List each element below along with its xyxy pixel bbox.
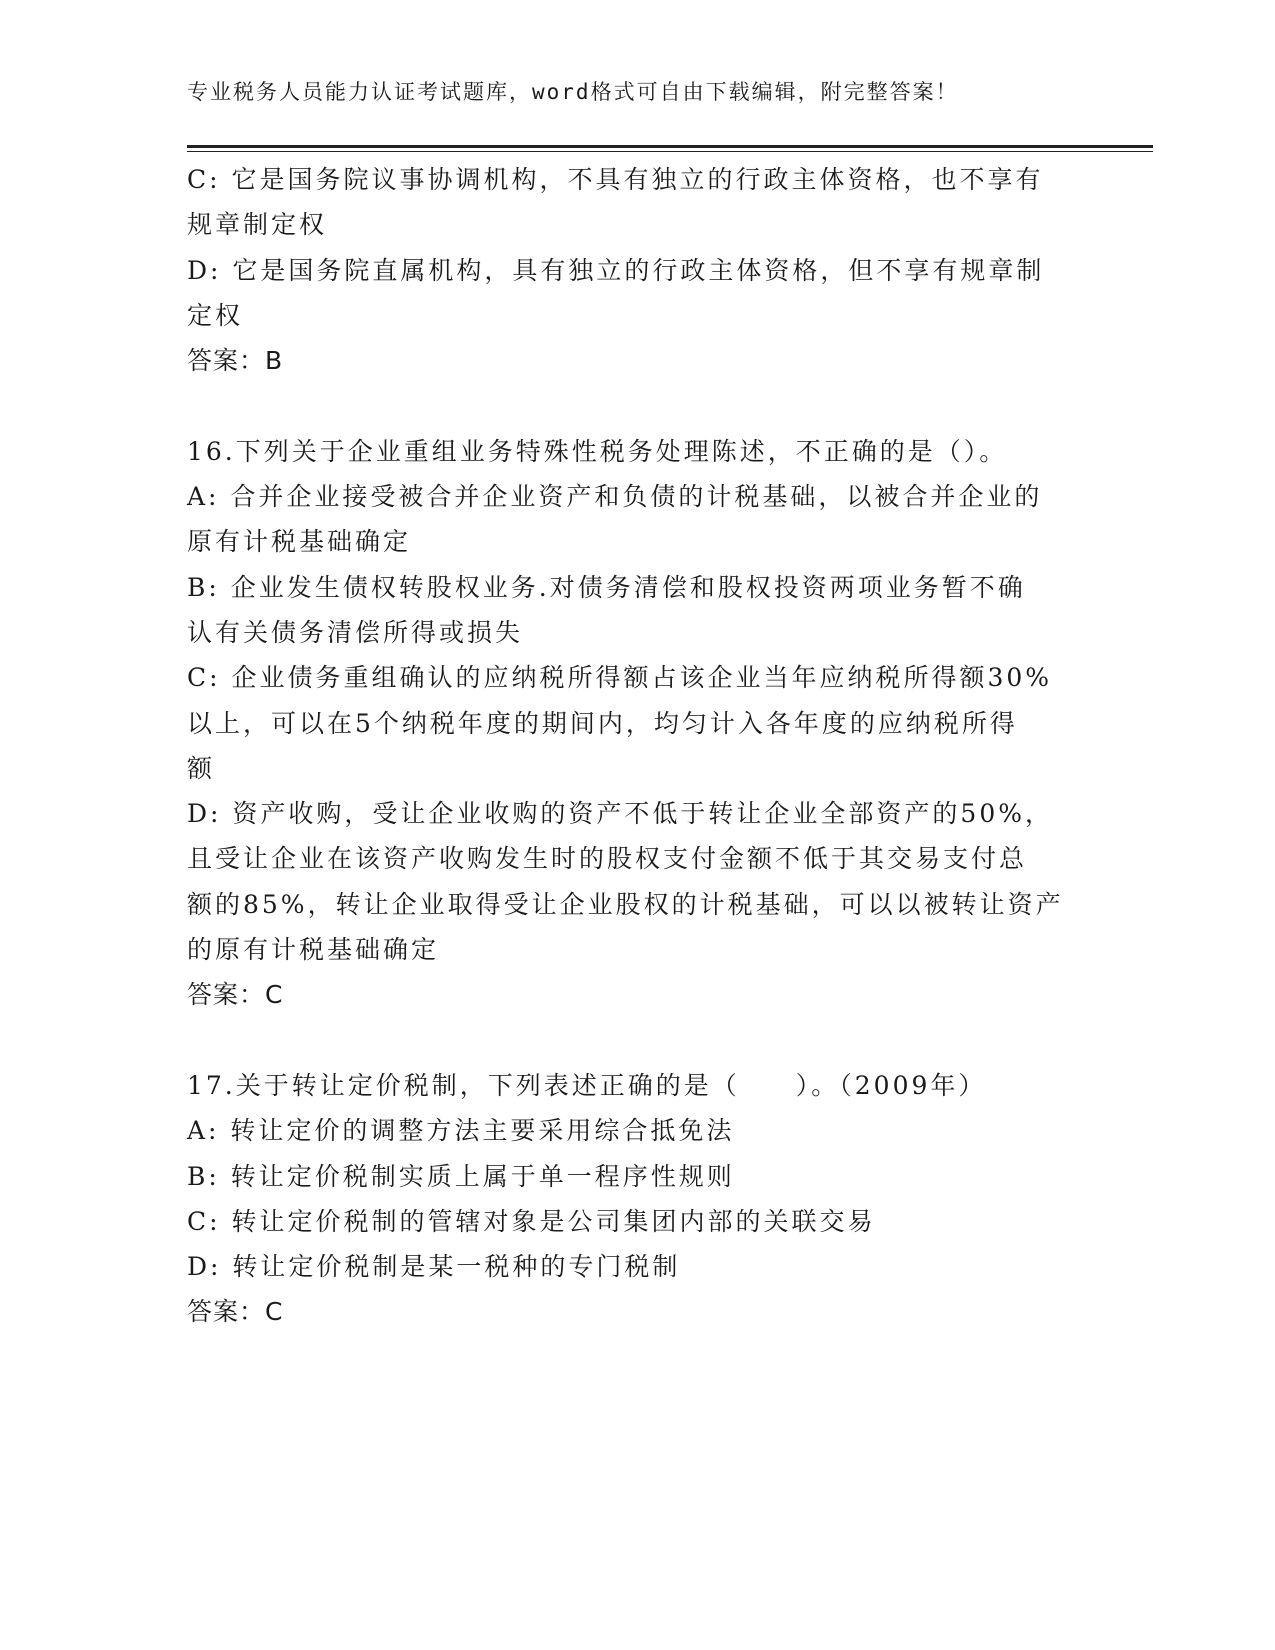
question-15-continued [187, 157, 1087, 383]
answer: 答案：C [187, 1297, 284, 1327]
header-divider-thick [187, 145, 1153, 148]
option-c: C: 转让定价税制的管辖对象是公司集团内部的关联交易 [187, 1206, 876, 1236]
option-c: C: 企业债务重组确认的应纳税所得额占该企业当年应纳税所得额30% 以上，可以在5个纳税年度的期间内，均匀计入各年度的应纳税所得 额 [187, 663, 1053, 783]
option-a: A: 合并企业接受被合并企业资产和负债的计税基础，以被合并企业的 原有计税基础确定 [187, 482, 1043, 557]
document-body [187, 157, 1087, 1335]
page-header: 专业税务人员能力认证考试题库，word格式可自由下载编辑，附完整答案！ [187, 80, 959, 104]
spacer [187, 1018, 1087, 1063]
question-text: 16.下列关于企业重组业务特殊性税务处理陈述，不正确的是（）。 [187, 436, 1008, 466]
option-d: D: 转让定价税制是某一税种的专门税制 [187, 1252, 681, 1282]
option-c: C: 它是国务院议事协调机构，不具有独立的行政主体资格，也不享有 规章制定权 [187, 165, 1044, 240]
header-divider-thin [187, 151, 1153, 152]
answer: 答案：B [187, 346, 284, 376]
option-a: A: 转让定价的调整方法主要采用综合抵免法 [187, 1116, 735, 1146]
answer: 答案：C [187, 980, 284, 1010]
option-d: D: 它是国务院直属机构，具有独立的行政主体资格，但不享有规章制 定权 [187, 255, 1045, 330]
option-b: B: 企业发生债权转股权业务.对债务清偿和股权投资两项业务暂不确 认有关债务清偿所得或损失 [187, 572, 1026, 647]
question-17 [187, 1063, 1087, 1335]
option-d: D: 资产收购，受让企业收购的资产不低于转让企业全部资产的50%， 且受让企业在该资产收购发生时的股权支付金额不低于其交易支付总 额的85%，转让企业取得受让企业股权的计税基础，可以以被转让资产 的原有计税基础确定 [187, 799, 1064, 965]
spacer [187, 383, 1087, 428]
option-b: B: 转让定价税制实质上属于单一程序性规则 [187, 1161, 735, 1191]
question-text: 17.关于转让定价税制，下列表述正确的是（ ）。（2009年） [187, 1070, 987, 1100]
question-16 [187, 429, 1087, 1018]
